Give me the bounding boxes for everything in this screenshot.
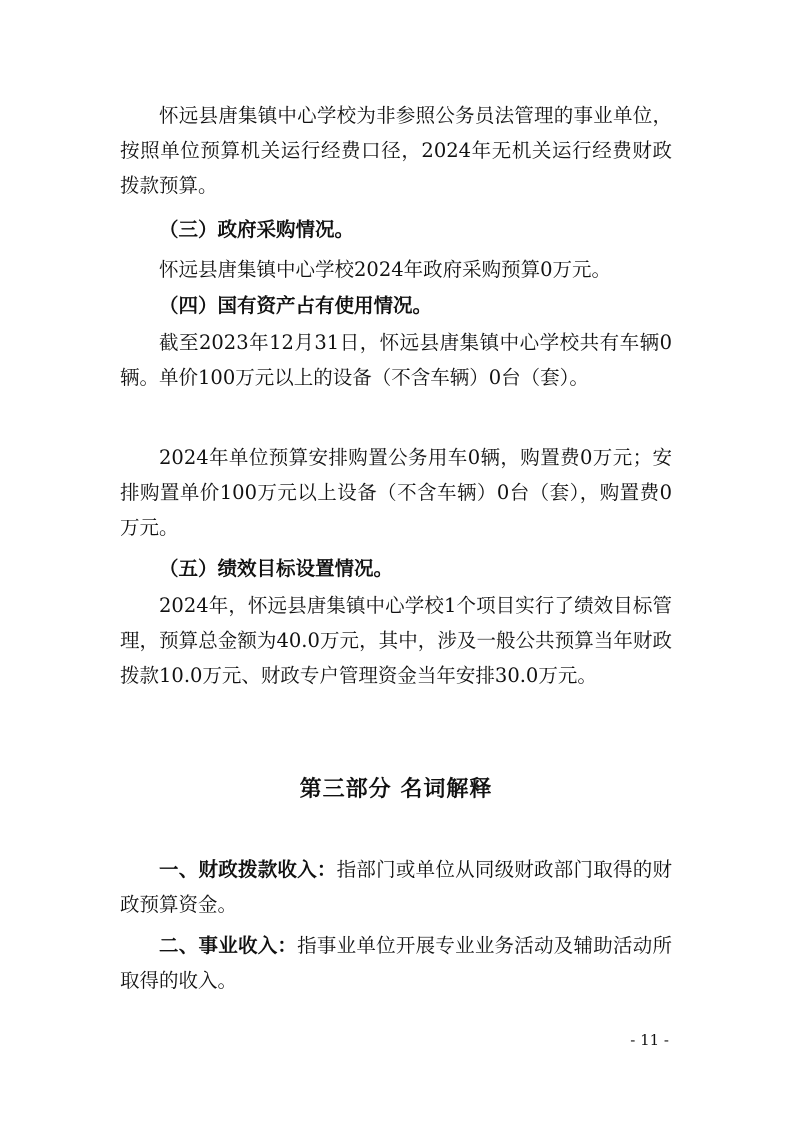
heading-state-assets: （四）国有资产占有使用情况。: [159, 294, 433, 317]
term-label: 二、事业收入：: [159, 934, 298, 957]
paragraph-vehicle-purchase: 2024年单位预算安排购置公务用车0辆，购置费0万元；安排购置单价100万元以上设备（不含车辆）0台（套），购置费0万元。: [120, 446, 672, 539]
paragraph-operating-expenses: 怀远县唐集镇中心学校为非参照公务员法管理的事业单位，按照单位预算机关运行经费口径，2024年无机关运行经费财政拨款预算。: [120, 104, 672, 197]
page-number: - 11 -: [630, 1031, 669, 1049]
paragraph-procurement-budget: 怀远县唐集镇中心学校2024年政府采购预算0万元。: [159, 258, 612, 281]
paragraph-assets-status: 截至2023年12月31日，怀远县唐集镇中心学校共有车辆0辆。单价100万元以上的设备（不含车辆）0台（套）。: [120, 331, 672, 389]
heading-government-procurement: （三）政府采购情况。: [159, 218, 355, 241]
term-definition-fiscal-income: [120, 852, 672, 922]
term-definition-business-income: [120, 928, 672, 998]
heading-performance-goals: （五）绩效目标设置情况。: [159, 557, 394, 580]
section-title: 第三部分 名词解释: [299, 777, 493, 802]
paragraph-performance-management: 2024年，怀远县唐集镇中心学校1个项目实行了绩效目标管理，预算总金额为40.0万元，其中，涉及一般公共预算当年财政拨款10.0万元、财政专户管理资金当年安排30.0万元。: [120, 594, 672, 687]
term-label: 一、财政拨款收入：: [159, 858, 337, 881]
term-text: 指部门或单位从同级财政部门取得的财政预算资金。: [120, 858, 672, 916]
term-text: 指事业单位开展专业业务活动及辅助活动所取得的收入。: [120, 934, 672, 992]
